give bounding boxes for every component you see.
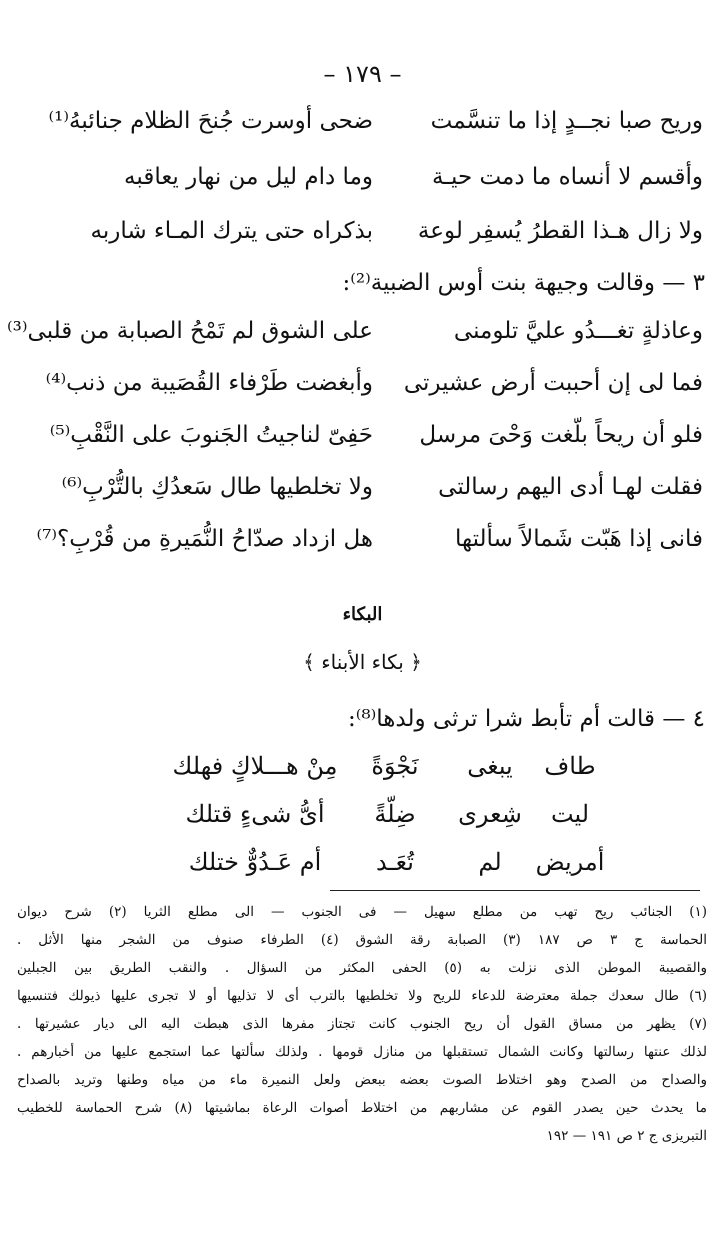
verse-word: يبغى xyxy=(467,752,513,780)
section-heading: البكاء xyxy=(342,604,383,625)
verse-line xyxy=(165,752,605,780)
footnote-line: ما يحدث حين يصدر القوم عن مشاربهم من اختلاط أصوات الرعاة بماشيتها (٨) شرح الحماسة للخطيب xyxy=(17,1100,707,1116)
verse-hemistich-second: ضحى أوسرت جُنحَ الظلام جنائبهُ⁽¹⁾ xyxy=(48,108,373,134)
verse-line xyxy=(61,474,703,500)
verse-hemistich-second: بذكراه حتى يترك المـاء شاربه xyxy=(90,218,373,244)
page-number: – ١٧٩ – xyxy=(323,60,402,88)
verse-line xyxy=(165,848,605,876)
verse-hemistich-first: وعاذلةٍ تغـــدُو عليَّ تلومنى xyxy=(453,318,703,344)
verse-word: لم xyxy=(478,848,502,876)
verse-word: طاف xyxy=(544,752,596,780)
verse-word: شِعرى xyxy=(458,800,522,828)
verse-line xyxy=(83,164,703,190)
footnote-line: لذلك عنتها رسالتها وكانت الشمال تستقبلها من منازل قومها . ولذلك سألتها عما استجمع عليها من أخبارهم . xyxy=(17,1044,707,1060)
footnote-line: والصداح من الصدح وهو اختلاط الصوت بعضه ببعض ولعل النميرة ماء من مياه وطنها وتريد بالصداح xyxy=(17,1072,707,1088)
verse-hemistich-first: فلو أن ريحاً بلّغت وَحْىَ مرسل xyxy=(419,422,703,448)
verse-hemistich-first: فقلت لهـا أدى اليهم رسالتى xyxy=(438,474,703,500)
footnote-line: (٦) طال سعدك جملة معترضة للدعاء للريح ولا تخلطيها بالترب أى لا تذليها أو لا تجرى عليها ذيولك فتنسيها xyxy=(17,988,707,1004)
verse-word: نَجْوَةً xyxy=(371,752,419,780)
poem-intro: ٤ — قالت أم تأبط شرا ترثى ولدها⁽⁸⁾: xyxy=(347,706,705,732)
verse-line xyxy=(45,370,703,396)
section-subheading: ﴿ بكاء الأبناء ﴾ xyxy=(303,650,422,674)
verse-hemistich-second: وأبغضت طَرْفاء القُصَيبة من ذنب⁽⁴⁾ xyxy=(45,370,373,396)
verse-line xyxy=(36,526,703,552)
footnote-line: الحماسة ج ٣ ص ١٨٧ (٣) الصبابة رقة الشوق (٤) الطرفاء صنوف من الشجر منها الأثل . xyxy=(17,932,708,948)
verse-line xyxy=(48,108,703,134)
verse-line xyxy=(83,218,703,244)
verse-word: ليت xyxy=(550,800,590,828)
footnote-line: (١) الجنائب ريح تهب من مطلع سهيل — فى الجنوب — الى مطلع الثريا (٢) شرح ديوان xyxy=(17,904,708,920)
verse-word: مِنْ هـــلاكٍ فهلك xyxy=(172,752,338,780)
poem-intro: ٣ — وقالت وجيهة بنت أوس الضبية⁽²⁾: xyxy=(342,270,705,296)
verse-hemistich-second: ولا تخلطيها طال سَعدُكِ بالتُّرْبِ⁽⁶⁾ xyxy=(61,474,373,500)
verse-hemistich-second: حَفِىّ لناجيتُ الجَنوبَ على النَّقْبِ⁽⁵⁾ xyxy=(49,422,373,448)
verse-word: تُعَـد xyxy=(376,848,414,876)
footnote-rule xyxy=(330,890,700,891)
verse-line xyxy=(7,318,703,344)
verse-word: أم عَـدُوٌّ ختلك xyxy=(188,848,322,876)
verse-hemistich-first: ولا زال هـذا القطرُ يُسفِر لوعة xyxy=(417,218,703,244)
verse-hemistich-first: وأقسم لا أنساه ما دمت حيـة xyxy=(431,164,703,190)
footnote-line: والقصيبة الموطن الذى نزلت به (٥) الحفى المكثر من السؤال . والنقب الطريق بين الجبلين xyxy=(17,960,707,976)
verse-word: أىُّ شىءٍ قتلك xyxy=(185,800,325,828)
footnote-line: التبريزى ج ٢ ص ١٩١ — ١٩٢ xyxy=(546,1128,707,1144)
verse-hemistich-first: فانى إذا هَبّت شَمالاً سألتها xyxy=(454,526,703,552)
verse-word: ضِلّةً xyxy=(374,800,416,828)
verse-word: أمريض xyxy=(535,848,605,876)
verse-line xyxy=(49,422,703,448)
verse-hemistich-second: هل ازداد صدّاحُ النُّمَيرةِ من قُرْبِ؟⁽⁷⁾ xyxy=(36,526,373,552)
verse-hemistich-second: على الشوق لم تَمْحُ الصبابة من قلبى⁽³⁾ xyxy=(7,318,373,344)
verse-hemistich-first: فما لى إن أحببت أرض عشيرتى xyxy=(403,370,703,396)
footnote-line: (٧) يظهر من مساق القول أن ريح الجنوب كانت تجتاز مفرها الذى هبطت اليه الى ديار عشيرتها . xyxy=(17,1016,707,1032)
verse-hemistich-second: وما دام ليل من نهار يعاقبه xyxy=(124,164,373,190)
verse-hemistich-first: وريح صبا نجــدٍ إذا ما تنسَّمت xyxy=(430,108,703,134)
verse-line xyxy=(165,800,605,828)
